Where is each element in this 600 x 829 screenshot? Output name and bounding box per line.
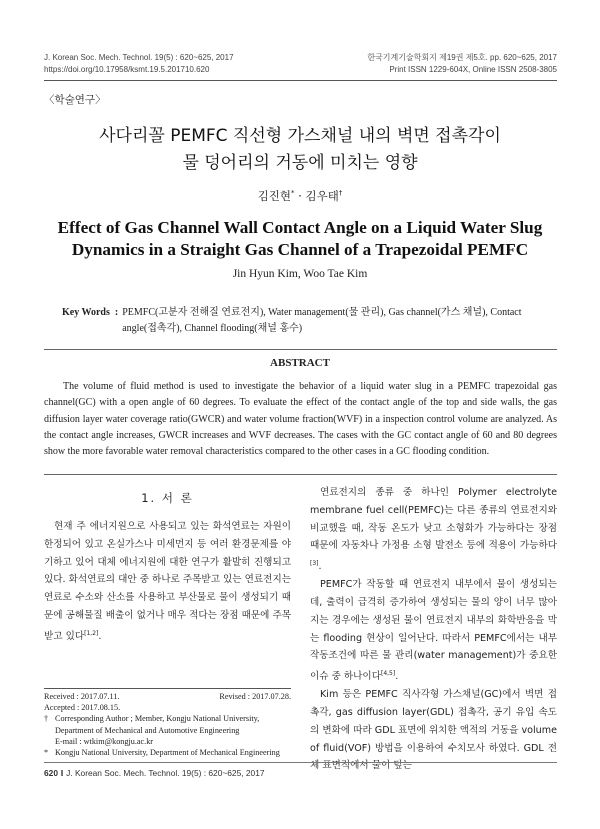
footnote-text (55, 713, 291, 747)
paragraph-end: . (395, 671, 399, 683)
author-1-mark: * (291, 189, 295, 198)
footnote-text: Kongju National University, Department of Mechanical Engineering (55, 748, 280, 758)
body-paragraph (44, 518, 291, 646)
footer-divider (44, 762, 557, 763)
paragraph-text: 연료전지의 종류 중 하나인 Polymer electrolyte membrane fuel cell(PEMFC)는 다른 종류의 연료전지와 비교했을 때, 작동 온도가 낮고 소형화가 가능하다는 장점 때문에 자동차나 가정용 소형 발전소 등에 적용이 가능하다 (310, 487, 557, 552)
keywords (62, 305, 548, 337)
footer-citation: J. Korean Soc. Mech. Technol. 19(5) : 620~625, 2017 (66, 768, 265, 778)
section-heading-introduction: 1. 서 론 (141, 491, 194, 505)
citation-ref: [1,2] (84, 629, 99, 637)
issn-info: Print ISSN 1229-604X, Online ISSN 2508-3805 (389, 65, 557, 74)
dagger-mark: † (44, 714, 49, 724)
page-number: 620 (44, 768, 58, 778)
title-korean-line1: 사다리꼴 PEMFC 직선형 가스채널 내의 벽면 접촉각이 (99, 126, 501, 146)
body-paragraph (310, 576, 557, 686)
paragraph-text: 현재 주 에너지원으로 사용되고 있는 화석연료는 자원이 한정되어 있고 온실가스나 미세먼지 등 여러 환경문제를 야기하고 있어 대체 에너지원에 대한 연구가 활발히 진행되고 있다. 화석연료의 대안 중 하나로 주목받고 있는 연료전지는 연료로 수소와 산소를 사용하고 부산물로 물이 생성되기 때문에 공해물질 배출이 없거나 매우 적다는 장점 때문에 주목받고 있다 (44, 521, 291, 642)
header-right (367, 52, 557, 76)
header-divider (44, 80, 557, 81)
body-paragraph (310, 484, 557, 576)
abstract-title: ABSTRACT (270, 357, 330, 369)
abstract-bottom-divider (44, 474, 557, 475)
email-text: E-mail : wtkim@kongju.ac.kr (55, 736, 154, 746)
footnote-divider (44, 688, 291, 689)
abstract-top-divider (44, 349, 557, 350)
keywords-text: PEMFC(고분자 전해질 연료전지), Water management(물 관리), Gas channel(가스 채널), Contact angle(접촉각), Channel flooding(채널 홍수) (122, 307, 522, 334)
footnote-corresponding-author (44, 713, 291, 747)
article-category: 〈학술연구〉 (44, 94, 106, 106)
affiliation-text: Corresponding Author ; Member, Kongju National University, Department of Mechanical and Automotive Engineering (55, 714, 260, 735)
body-column-right (310, 484, 557, 775)
journal-citation: J. Korean Soc. Mech. Technol. 19(5) : 620~625, 2017 (44, 53, 234, 62)
revised-date: Revised : 2017.07.28. (219, 692, 291, 701)
title-korean-line2: 물 덩어리의 거동에 미치는 영향 (182, 153, 418, 173)
header-left (44, 52, 234, 76)
body-column-left (44, 484, 291, 646)
paragraph-text: PEMFC가 작동할 때 연료전지 내부에서 물이 생성되는데, 출력이 급격히 증가하여 생성되는 물의 양이 너무 많아지는 경우에는 생성된 물이 연료전지 내부의 화학반응을 막는 flooding 현상이 일어난다. 따라서 PEMFC에서는 내부 작동조건에 따른 물 관리(water management)가 중요한 이슈 중 하나이다 (310, 579, 557, 683)
dates-row (44, 691, 291, 702)
paragraph-end: . (98, 630, 102, 642)
accepted-date: Accepted : 2017.08.15. (44, 703, 121, 713)
authors-korean (40, 188, 560, 204)
author-1-ko: 김진현 (257, 189, 292, 203)
received-date: Received : 2017.07.11. (44, 692, 120, 701)
author-2-ko: 김우태 (305, 189, 339, 203)
title-english-line1: Effect of Gas Channel Wall Contact Angle on a Liquid Water Slug (57, 218, 543, 237)
page-footer: 620 ‖ J. Korean Soc. Mech. Technol. 19(5) : 620~625, 2017 (44, 768, 265, 778)
keywords-colon: : (114, 307, 119, 318)
keywords-label: Key Words (62, 307, 110, 318)
author-2-mark: † (338, 189, 343, 198)
body-paragraph: Kim 등은 PEMFC 직사각형 가스채널(GC)에서 벽면 접촉각, gas diffusion layer(GDL) 접촉각, 공기 유입 속도의 변화에 따라 GDL 표면에 위치한 액적의 거동을 volume of fluid(VOF) 방법을 이용하여 수치모사 하였다. GDL 전체 표면적에서 물이 덮는 (310, 689, 557, 772)
paragraph-end: . (318, 561, 322, 573)
journal-citation-ko: 한국기계기술학회지 제19권 제5호. pp. 620~625, 2017 (367, 53, 557, 62)
footnote-coauthor (44, 747, 291, 758)
author-separator: · (294, 189, 306, 203)
abstract-text: The volume of fluid method is used to investigate the behavior of a liquid water slug in a PEMFC trapezoidal gas channel(GC) with a open angle of 60 degrees. To evaluate the effect of the contact angle of the top and side walls, the gas diffusion layer water coverage ratio(GWCR) and water volume fraction(WVF) in a inspection control volume are analyzed. As the contact angle increases, GWCR increases and WVF decreases. The cases with the GC contact angle of 60 and 80 degrees show the more favorable water removal characteristics compared to the other cases in a GC flooding condition. (44, 381, 557, 458)
authors-english: Jin Hyun Kim, Woo Tae Kim (232, 268, 368, 280)
citation-ref: [3] (310, 560, 319, 568)
title-korean (40, 123, 560, 177)
citation-ref: [4,5] (380, 670, 396, 678)
title-english (40, 217, 560, 261)
title-english-line2: Dynamics in a Straight Gas Channel of a Trapezoidal PEMFC (71, 240, 529, 259)
footnotes (44, 691, 291, 758)
asterisk-mark: * (44, 748, 49, 758)
doi-link[interactable]: https://doi.org/10.17958/ksmt.19.5.201710.620 (44, 65, 210, 74)
